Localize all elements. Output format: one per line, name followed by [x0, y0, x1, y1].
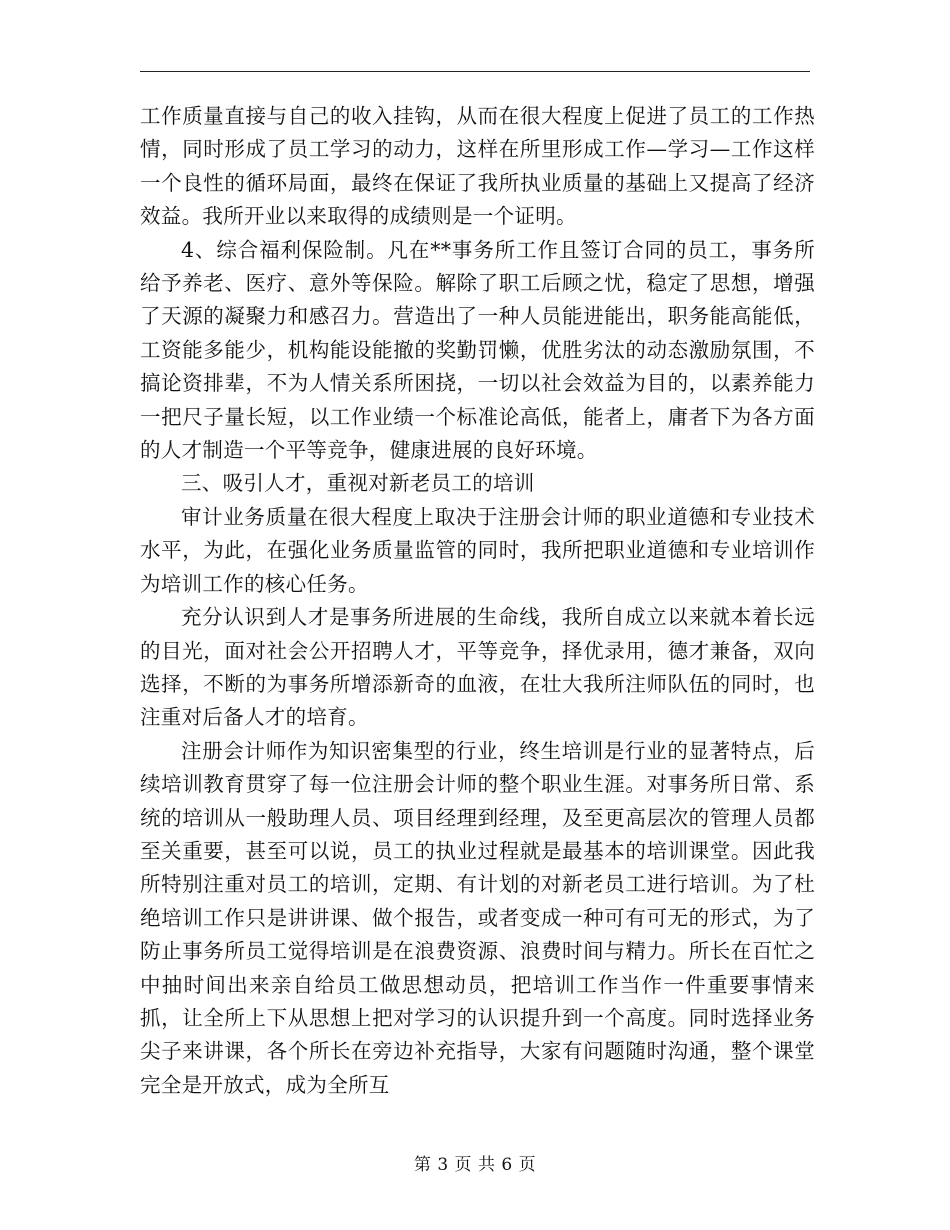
paragraph-training: 注册会计师作为知识密集型的行业，终生培训是行业的显著特点，后续培训教育贯穿了每一位注册会计师的整个职业生涯。对事务所日常、系统的培训从一般助理人员、项目经理到经理，及至更高层次的管理人员都至关重要，甚至可以说，员工的执业过程就是最基本的培训课堂。因此我所特别注重对员工的培训，定期、有计划的对新老员工进行培训。为了杜绝培训工作只是讲讲课、做个报告，或者变成一种可有可无的形式，为了防止事务所员工觉得培训是在浪费资源、浪费时间与精力。所长在百忙之中抽时间出来亲自给员工做思想动员，把培训工作当作一件重要事情来抓，让全所上下从思想上把对学习的认识提升到一个高度。同时选择业务尖子来讲课，各个所长在旁边补充指导，大家有问题随时沟通，整个课堂完全是开放式，成为全所互	[140, 738, 815, 1097]
header-rule	[140, 71, 810, 72]
paragraph-continuation: 工作质量直接与自己的收入挂钩，从而在很大程度上促进了员工的工作热情，同时形成了员工学习的动力，这样在所里形成工作—学习—工作这样一个良性的循环局面，最终在保证了我所执业质量的基础上又提高了经济效益。我所开业以来取得的成绩则是一个证明。	[140, 104, 815, 229]
document-body	[140, 100, 815, 1102]
paragraph-talent: 充分认识到人才是事务所进展的生命线，我所自成立以来就本着长远的目光，面对社会公开招聘人才，平等竞争，择优录用，德才兼备，双向选择，不断的为事务所增添新奇的血液，在壮大我所注师队伍的同时，也注重对后备人才的培育。	[140, 605, 815, 730]
paragraph-welfare-insurance: 4、综合福利保险制。凡在**事务所工作且签订合同的员工，事务所给予养老、医疗、意外等保险。解除了职工后顾之忧，稳定了思想，增强了天源的凝聚力和感召力。营造出了一种人员能进能出，职务能高能低，工资能多能少，机构能设能撤的奖勤罚懒，优胜劣汰的动态激励氛围，不搞论资排辈，不为人情关系所困挠，一切以社会效益为目的，以素养能力一把尺子量长短，以工作业绩一个标准论高低，能者上，庸者下为各方面的人才制造一个平等竞争，健康进展的良好环境。	[140, 237, 815, 463]
page-footer	[0, 1150, 950, 1175]
page-number: 第 3 页 共 6 页	[413, 1155, 537, 1175]
paragraph-audit-quality: 审计业务质量在很大程度上取决于注册会计师的职业道德和专业技术水平，为此，在强化业务质量监管的同时，我所把职业道德和专业培训作为培训工作的核心任务。	[140, 504, 815, 596]
section-heading: 三、吸引人才，重视对新老员工的培训	[181, 471, 535, 496]
